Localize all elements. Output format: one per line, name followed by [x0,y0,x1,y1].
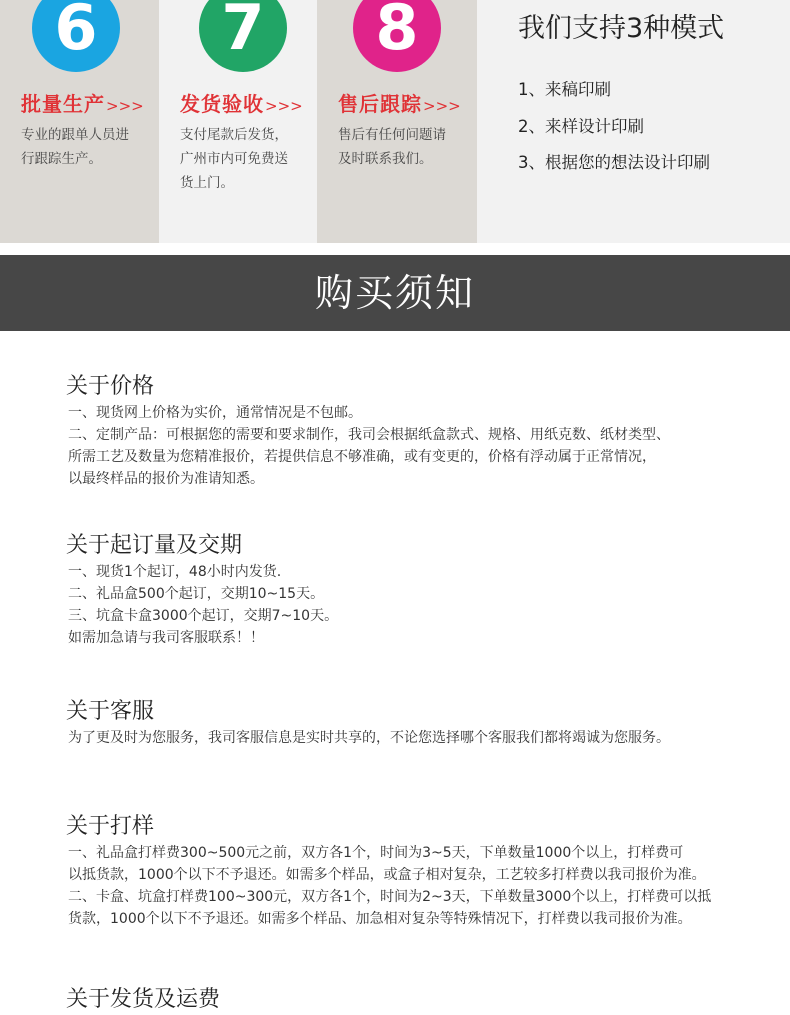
step-title [21,88,144,117]
section-body [66,561,756,649]
step-card-8 [317,0,477,243]
section-shipping [66,985,756,1015]
step-card-6 [0,0,159,243]
section-line: 一、现货1个起订，48小时内发货. [68,564,282,580]
modes-list [518,72,710,182]
modes-title: 我们支持3种模式 [518,13,725,44]
mode-item: 2、来样设计印刷 [518,116,644,136]
step-number-badge: 6 [32,0,120,72]
chevrons-right-icon: >>> [265,97,303,115]
step-description: 售后有任何问题请及时联系我们。 [338,127,446,167]
section-body [66,402,756,490]
section-customer-service [66,697,756,749]
step-card-7 [159,0,317,243]
chevrons-right-icon: >>> [423,97,461,115]
section-line: 二、定制产品：可根据您的需要和要求制作，我司会根据纸盒款式、规格、用纸克数、纸材类型、 [68,427,670,443]
chevrons-right-icon: >>> [106,97,144,115]
step-number-badge: 8 [353,0,441,72]
section-line: 以抵货款，1000个以下不予退还。如需多个样品，或盒子相对复杂，工艺较多打样费以我司报价为准。 [68,867,706,883]
step-title-text: 发货验收 [180,92,264,116]
section-line: 二、卡盒、坑盒打样费100~300元，双方各1个，时间为2~3天，下单数量3000个以上，打样费可以抵 [68,889,712,905]
section-title: 关于打样 [66,814,155,839]
section-order-quantity [66,531,756,649]
section-title: 关于客服 [66,699,155,724]
step-description: 专业的跟单人员进行跟踪生产。 [21,127,129,167]
section-line: 所需工艺及数量为您精准报价，若提供信息不够准确，或有变更的，价格有浮动属于正常情况， [68,449,656,465]
section-body [66,842,756,930]
section-title: 关于起订量及交期 [66,533,243,558]
section-title: 关于发货及运费 [66,987,221,1012]
section-line: 以最终样品的报价为准请知悉。 [68,471,264,487]
section-line: 如需加急请与我司客服联系！！ [68,630,264,646]
section-title: 关于价格 [66,374,155,399]
section-sampling [66,812,756,930]
step-description: 支付尾款后发货，广州市内可免费送货上门。 [180,127,288,191]
section-body [66,727,756,749]
section-price [66,372,756,490]
section-line: 二、礼品盒500个起订，交期10~15天。 [68,586,325,602]
step-title [180,88,303,117]
section-line: 一、礼品盒打样费300~500元之前，双方各1个，时间为3~5天，下单数量1000个以上，打样费可 [68,845,684,861]
steps-band [0,0,790,243]
mode-item: 1、来稿印刷 [518,80,611,99]
purchase-notice-banner: 购买须知 [0,255,790,331]
step-number-badge: 7 [199,0,287,72]
mode-item: 3、根据您的想法设计印刷 [518,153,710,172]
section-line: 为了更及时为您服务，我司客服信息是实时共享的，不论您选择哪个客服我们都将竭诚为您服务。 [68,730,670,746]
step-title-text: 批量生产 [21,92,105,116]
step-title [338,88,461,117]
modes-panel [477,0,790,243]
section-line: 三、坑盒卡盒3000个起订，交期7~10天。 [68,608,339,624]
step-title-text: 售后跟踪 [338,92,422,116]
section-line: 货款，1000个以下不予退还。如需多个样品、加急相对复杂等特殊情况下，打样费以我司报价为准。 [68,911,692,927]
section-line: 一、现货网上价格为实价，通常情况是不包邮。 [68,405,362,421]
